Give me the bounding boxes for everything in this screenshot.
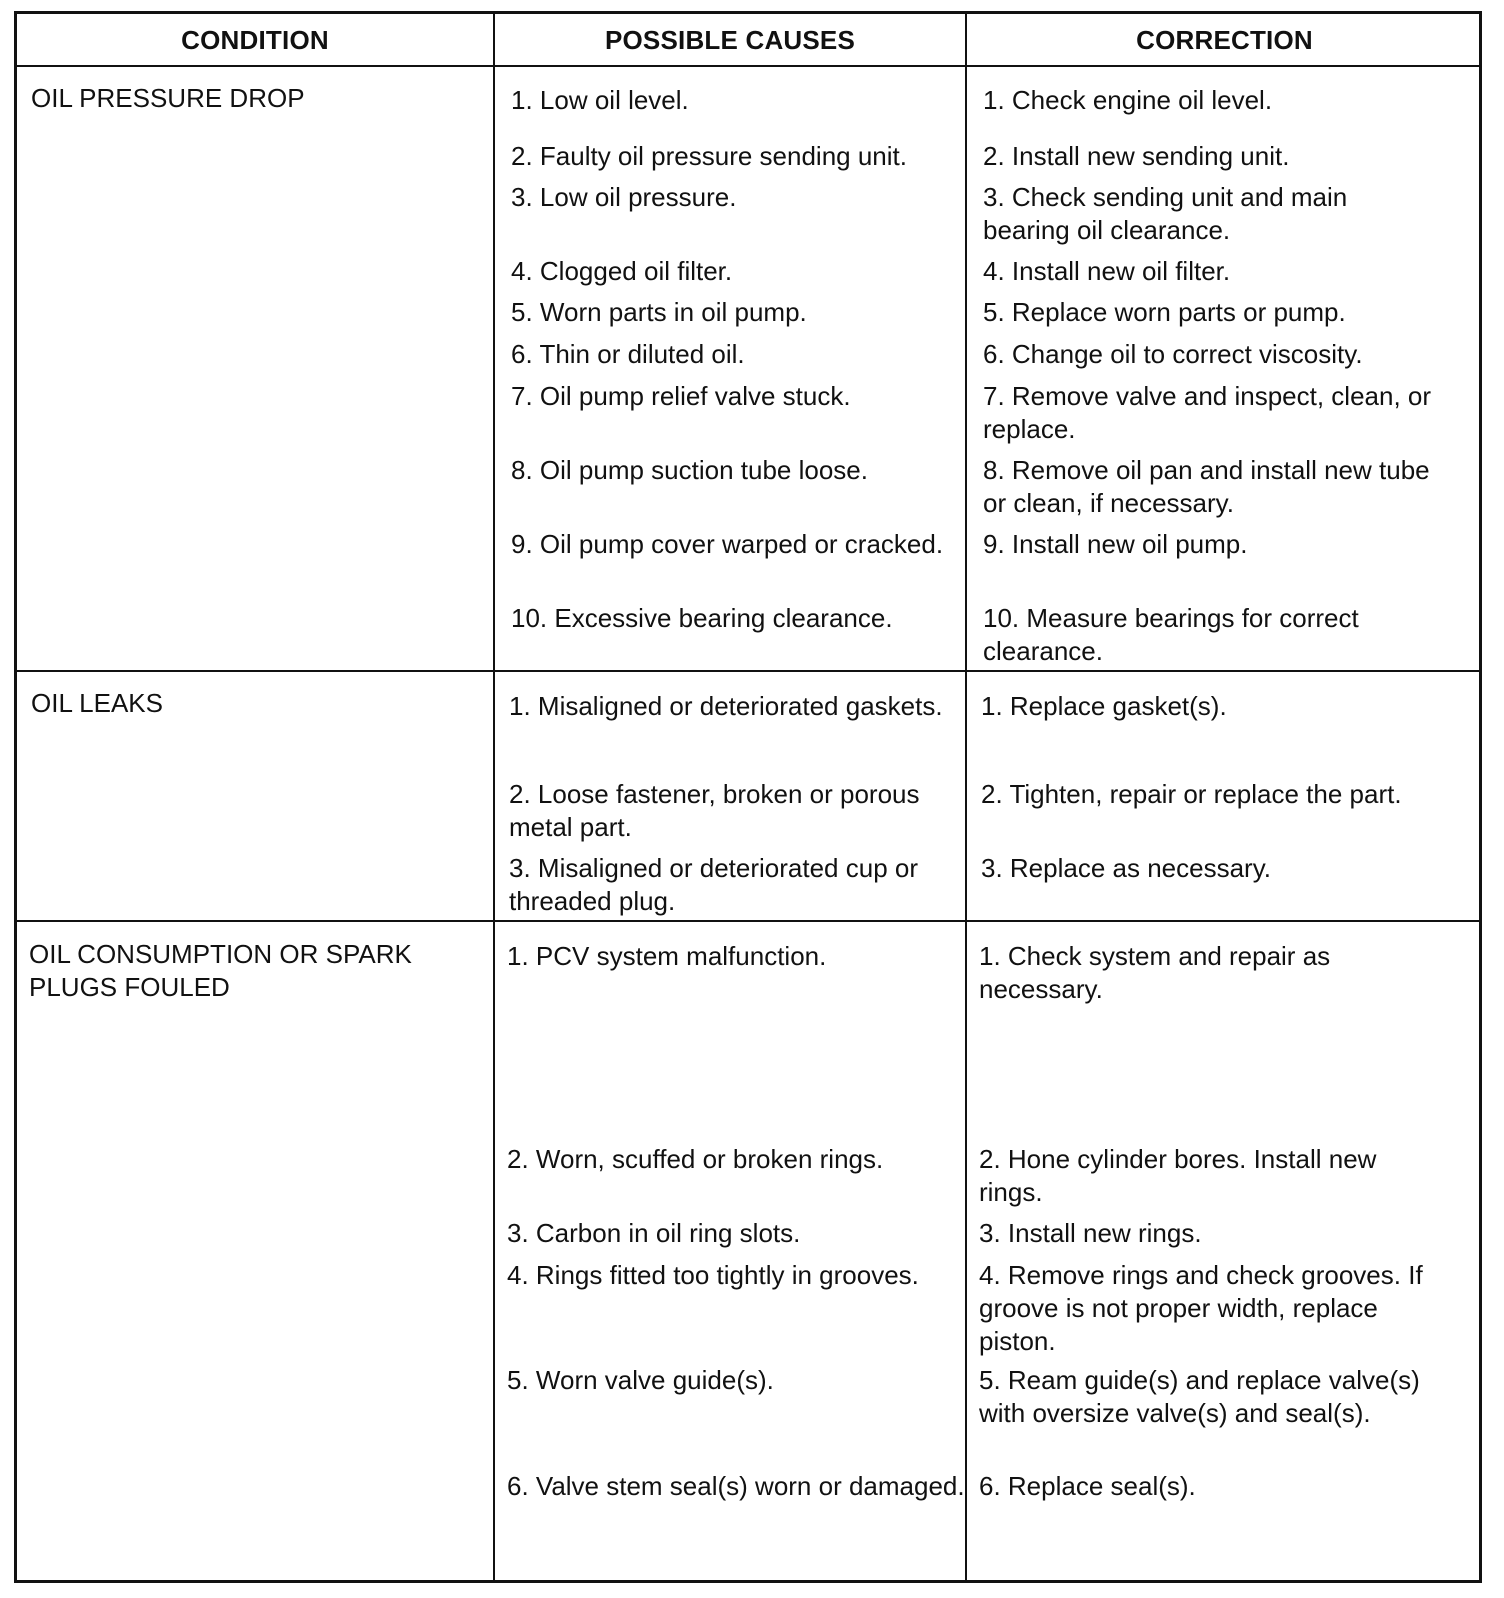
- cause-item: 7. Oil pump relief valve stuck.: [511, 381, 851, 411]
- cause-item: 8. Oil pump suction tube loose.: [511, 455, 868, 485]
- cause-item: 10. Excessive bearing clearance.: [511, 603, 893, 633]
- cause-item: 4. Rings fitted too tightly in grooves.: [507, 1260, 919, 1290]
- header-correction: CORRECTION: [1136, 24, 1313, 55]
- cause-item: 1. PCV system malfunction.: [507, 941, 827, 971]
- cause-item: 6. Valve stem seal(s) worn or damaged.: [507, 1471, 965, 1501]
- row-divider: [17, 670, 1479, 672]
- correction-item: 3. Install new rings.: [979, 1218, 1202, 1248]
- correction-item: 5. Ream guide(s) and replace valve(s) with oversize valve(s) and seal(s).: [979, 1365, 1420, 1428]
- row-divider: [17, 920, 1479, 922]
- correction-item: 1. Check system and repair as necessary.: [979, 941, 1331, 1004]
- correction-item: 6. Replace seal(s).: [979, 1471, 1196, 1501]
- correction-item: 1. Replace gasket(s).: [981, 691, 1227, 721]
- cause-item: 4. Clogged oil filter.: [511, 256, 733, 286]
- cause-item: 5. Worn valve guide(s).: [507, 1365, 774, 1395]
- correction-item: 3. Replace as necessary.: [981, 853, 1271, 883]
- correction-item: 4. Remove rings and check grooves. If groove is not proper width, replace piston.: [979, 1260, 1423, 1356]
- correction-item: 4. Install new oil filter.: [983, 256, 1231, 286]
- cause-item: 1. Misaligned or deteriorated gaskets.: [509, 691, 943, 721]
- correction-item: 5. Replace worn parts or pump.: [983, 297, 1346, 327]
- cause-item: 3. Carbon in oil ring slots.: [507, 1218, 801, 1248]
- condition-oil-leaks: OIL LEAKS: [31, 688, 163, 718]
- condition-oil-consumption: OIL CONSUMPTION OR SPARK PLUGS FOULED: [29, 939, 412, 1002]
- cause-item: 2. Faulty oil pressure sending unit.: [511, 141, 907, 171]
- correction-item: 9. Install new oil pump.: [983, 529, 1248, 559]
- correction-item: 6. Change oil to correct viscosity.: [983, 339, 1363, 369]
- header-possible-causes: POSSIBLE CAUSES: [604, 24, 856, 55]
- condition-oil-pressure-drop: OIL PRESSURE DROP: [31, 83, 305, 113]
- correction-item: 2. Hone cylinder bores. Install new rings.: [979, 1144, 1377, 1207]
- cause-item: 5. Worn parts in oil pump.: [511, 297, 807, 327]
- cause-item: 1. Low oil level.: [511, 85, 689, 115]
- correction-item: 3. Check sending unit and main bearing oil clearance.: [983, 182, 1348, 245]
- cause-item: 9. Oil pump cover warped or cracked.: [511, 529, 944, 559]
- troubleshooting-table: [14, 11, 1482, 1583]
- correction-item: 2. Tighten, repair or replace the part.: [981, 779, 1402, 809]
- cause-item: 3. Low oil pressure.: [511, 182, 737, 212]
- cause-item: 2. Loose fastener, broken or porous metal part.: [509, 779, 920, 842]
- header-condition: CONDITION: [181, 24, 329, 55]
- correction-item: 10. Measure bearings for correct clearance.: [983, 603, 1359, 666]
- correction-item: 1. Check engine oil level.: [983, 85, 1273, 115]
- correction-item: 2. Install new sending unit.: [983, 141, 1290, 171]
- cause-item: 3. Misaligned or deteriorated cup or threaded plug.: [509, 853, 919, 916]
- correction-item: 7. Remove valve and inspect, clean, or replace.: [983, 381, 1432, 444]
- correction-item: 8. Remove oil pan and install new tube or clean, if necessary.: [983, 455, 1430, 518]
- column-divider: [493, 14, 495, 1580]
- cause-item: 2. Worn, scuffed or broken rings.: [507, 1144, 884, 1174]
- cause-item: 6. Thin or diluted oil.: [511, 339, 745, 369]
